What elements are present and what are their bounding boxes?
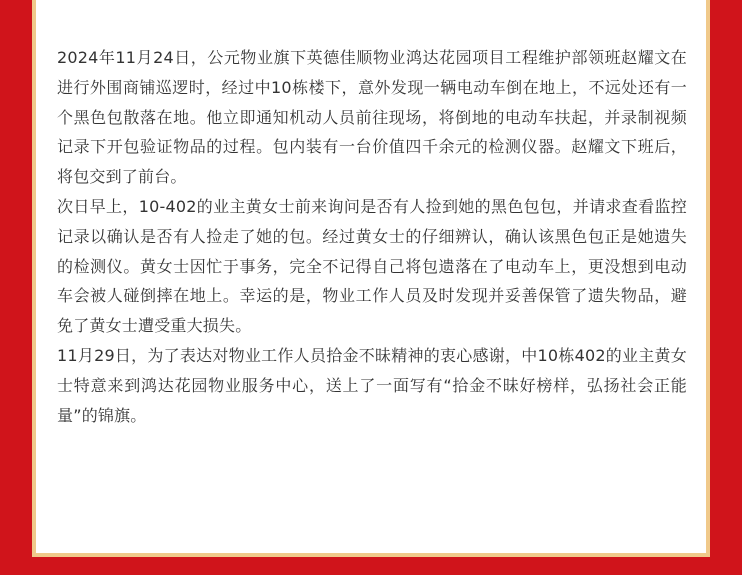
article-frame (32, 0, 710, 557)
article-paragraph-3: 11月29日，为了表达对物业工作人员拾金不昧精神的衷心感谢，中10栋402的业主黄女士特意来到鸿达花园物业服务中心，送上了一面写有“拾金不昧好榜样，弘扬社会正能量”的锦旗。 (57, 345, 687, 425)
bottom-red-band (0, 557, 742, 575)
article-paragraph-1: 2024年11月24日，公元物业旗下英德佳顺物业鸿达花园项目工程维护部领班赵耀文在进行外围商铺巡逻时，经过中10栋楼下，意外发现一辆电动车倒在地上，不远处还有一个黑色包散落在地。他立即通知机动人员前往现场，将倒地的电动车扶起，并录制视频记录下开包验证物品的过程。包内装有一台价值四千余元的检测仪器。赵耀文下班后，将包交到了前台。 (57, 48, 687, 187)
article-paragraph-2: 次日早上，10-402的业主黄女士前来询问是否有人捡到她的黑色包包，并请求查看监控记录以确认是否有人捡走了她的包。经过黄女士的仔细辨认，确认该黑色包正是她遗失的检测仪。黄女士因忙于事务，完全不记得自己将包遗落在了电动车上，更没想到电动车会被人碰倒摔在地上。幸运的是，物业工作人员及时发现并妥善保管了遗失物品，避免了黄女士遭受重大损失。 (57, 196, 687, 336)
article-panel (36, 0, 706, 553)
